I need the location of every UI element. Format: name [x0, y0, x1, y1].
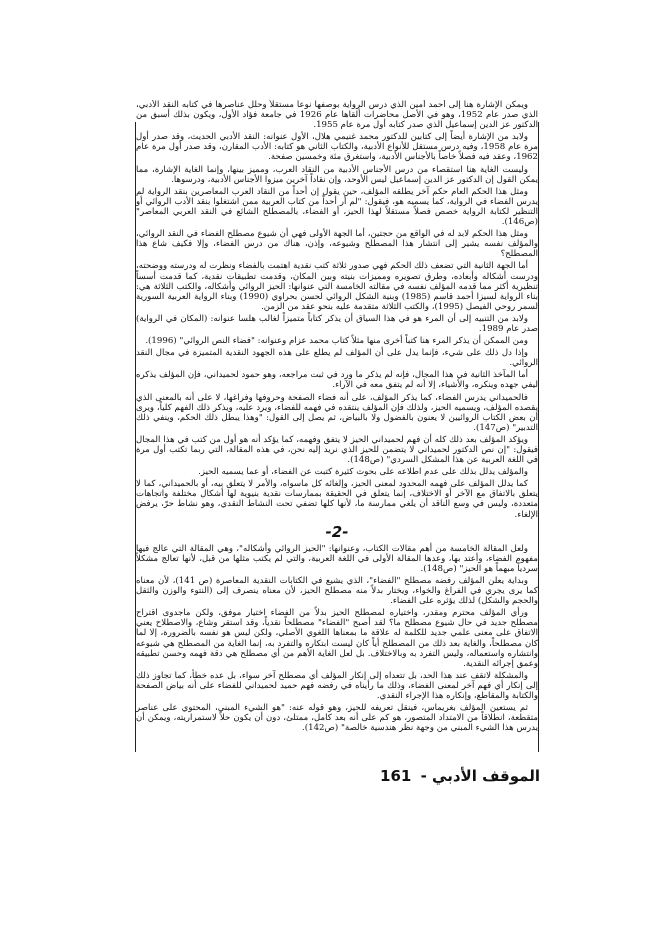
footer-separator: - [420, 767, 427, 785]
paragraph: وليست الغاية هنا استقصاء من درس الأجناس الأدبية من النقاد العرب، ومميز بينها، وإنما الغاية الإشارة، مما يمكن القول إن الدكتور عز الدين إسماعيل ليس الأوحد، وإن نقاداً آخرين ميزوا الأجناس الأدبية، ودرسوها. [136, 164, 538, 185]
paragraph: ومن الممكن أن يذكر المرء هنا كتباً أخرى منها مثلاً كتاب محمد عزام وعنوانه: "فضاء النص الروائي" (1996). [145, 336, 528, 347]
paragraph: ورأي المؤلف محترم ومقدر، واختياره لمصطلح الحيز بدلاً من الفضاء اختيار موفق، ولكن ماجدوى اقتراح مصطلح جديد في حال شيوع مصطلح ما؟ لقد أصبح "الفضاء" مصطلحاً نقدياً، وقد استقر وشاع، والاصطلاح يعني الاتفاق على معنى علمي جديد للكلمة له علاقة ما بمعناها اللغوي الأصلي، ولكن ليس هو نفسه بالضرورة، إلا لما كان مصطلحاً، والغاية بعد ذلك من المصطلح أياً كان ليست ابتكاره والتفرد به، إنما الغاية من المصطلح هي شيوعه وانتشاره واستعماله، وليس التفرد به وبالاختلاف. بل لعل الغاية الأهم من أي مصطلح هي دقة فهمه وحسن تطبيقه وعمق إجرائه النقدية. [136, 608, 538, 669]
article-body [136, 100, 538, 750]
paragraph: ويمكن الإشارة هنا إلى أحمد أمين الذي درس الرواية بوصفها نوعاً مستقلاً وحلل عناصرها في كتابه النقد الأدبي، الذي صدر عام 1952، وهو في الأصل محاضرات ألقاها عام 1926 في جامعة فؤاد الأول، ويكون بذلك أسبق من الدكتور عز الدين إسماعيل الذي صدر كتابه أول مرة عام 1955. [136, 100, 538, 131]
right-margin-rule [538, 122, 539, 752]
paragraph: ومثل هذا الحكم العام حكم آخر يطلقه المؤلف، حين يقول إن أحداً من النقاد العرب المعاصرين بنقد الرواية لم يدرس الفضاء في الرواية، كما يسميه هو، فيقول: "لم أر أحداً من كتاب العربية ممن اشتغلوا بنقد الأدب الروائي أو التنظير لكتابة الرواية خصص فصلاً مستقلاً لهذا الحيز، أو الفضاء، بالمصطلح الشائع في النقد العربي المعاصر" (ص146). [136, 186, 538, 228]
paragraph: ثم يستعين المؤلف بغريماس، فينقل تعريفه للحيز، وهو قوله عنه: "هو الشيء المبني، المحتوي على عناصر متقطعة، انطلاقاً من الامتداد المتصور، هو كم على أنه بعد كامل، ممتلئ، دون أن يكون حلاً لاستمراريته، ويمكن أن يدرس هذا الشيء المبني من وجهة نظر هندسية خالصة" (ص142). [136, 703, 538, 734]
article-section-2 [136, 544, 538, 734]
page-number: 161 [380, 767, 412, 785]
journal-title: الموقف الأدبي [432, 767, 540, 785]
paragraph: وإذا دل ذلك على شيء، فإنما يدل على أن المؤلف لم يطلع على هذه الجهود النقدية المتميزة في مجال النقد الروائي. [136, 348, 538, 369]
paragraph: ويؤكد المؤلف بعد ذلك كله أن فهم لحميداني الحيز لا يتفق وفهمه، كما يؤكد أنه هو أول من كتب في هذا المجال فيقول: "إن نص الدكتور لحميداني لا يتضمن للحيز الذي نريد إليه نحن، في هذه المقالة، التي ربما تكتب أول مرة في اللغة العربية عن هذا المشكل السردي" (ص148). [136, 434, 538, 466]
paragraph: كما يدلل المؤلف على فهمه المحدود لمعنى الحيز، وإلغائه كل ماسواه، والأمر لا يتعلق بيه، أو بالحميداني، كما لا يتعلق بالاتفاق مع الآخر أو الاختلاف، إنما يتعلق في الحقيقة بممارسات نقدية بنيوية لها أشكال مختلفة واتجاهات متعددة، وليس في وسع الناقد أن يلغي ممارسة ما، لأنها كلها تضفي تحت النشاط النقدي، وهو نشاط حرّ، يرفض الإلغاء. [136, 479, 538, 520]
paragraph: فالحميداني يدرس الفضاء، كما يذكر المؤلف، على أنه فضاء الصفحة وحروفها وفراغها، لا على أنه بالمعنى الذي يقصده المؤلف، ويسميه الحيز، ولذلك فإن المؤلف ينتقده في فهمه للفضاء، ويرد عليه، ويذكر ذلك الفهم كلياً، ويرى أن بعض الكتاب الروائيين لا يعنون بالفضول ولا بالبياض، ثم يصل إلى القول: "وهذا يبطل ذلك الحكم، وينفي ذلك التدبير" (ص147). [136, 392, 538, 433]
page-footer [300, 767, 540, 785]
paragraph: ومثل هذا الحكم لابد له في الواقع من حجتين، أما الجهة الأولى فهي أن شيوع مصطلح الفضاء في النقد الروائي، والمؤلف نفسه يشير إلى انتشار هذا المصطلح وشيوعه، وإذن، هناك من درس الفضاء، وإلا فكيف شاع هذا المصطلح؟ [136, 229, 538, 260]
paragraph: ولعل المقالة الخامسة من أهم مقالات الكتاب، وعنوانها: "الحيز الروائي وأشكاله"، وهي المقالة التي عالج فيها مفهوم الفضاء، وأعتد بها، وعدها المقالة الأولى في اللغة العربية، والتي لم يكتب مثلها من قبل، لأنها تعالج مشكلاً سردياً مبهماً هو الحيز" (ص148). [136, 543, 538, 574]
section-number: -2- [325, 522, 349, 541]
paragraph: وبداية يعلن المؤلف رفضه مصطلح "الفضاء"، الذي يشيع في الكتابات النقدية المعاصرة (ص 141)، لأن معناه كما يرى يجري في الفراغ والخواء، ويختار بدلاً منه مصطلح الحيز، لأن معناه ينصرف إلى (النتوء والوزن والثقل والحجم والشكل) لذلك يؤثره على الفضاء. [136, 575, 538, 607]
paragraph: أما المآخذ الثانية في هذا المجال، فإنه لم يذكر ما ورد في ثبت مراجعه، وهو حمود لحميداني، فإن المؤلف يذكره ليفي جهده وينكره، والأشياء، إلا أنه لم يتفق معه في الآراء. [136, 370, 538, 391]
paragraph: أما الجهة الثانية التي تضعف ذلك الحكم فهي صدور ثلاثة كتب نقدية اهتمت بالفضاء ونظرت له ودرسته ووضحته، ودرست أشكاله وأبعاده، وطرق تصويره ومميزات بنيته وبين المكان، وقدمت تطبيقات نقدية، كما قدمت أسساً تنظيرية أكثر مما قدمه المؤلف نفسه في مقالته الخامسة التي عنوانها: الحيز الروائي وأشكاله، والكتب الثلاثة هي: بناء الرواية لسيزا أحمد قاسم (1985) وبنية الشكل الروائي لحسن بحراوي (1990) وبناء الرواية العربية السورية لسمر روحي الفيصل (1995)، والكتب الثلاثة متقدمة عليه بنحو عقد من الزمن. [136, 261, 538, 312]
paragraph: والمؤلف يدلل بذلك على عدم اطلاعه على بحوث كثيرة كتبت عن الفضاء، أو عما يسميه الحيز. [198, 467, 528, 478]
article-section-1 [136, 100, 538, 520]
paragraph: والمشكلة لاتقف عند هذا الحد، بل تتعداه إلى إنكار المؤلف أي مصطلح آخر سواء، بل عده خطأ، كما تجاوز ذلك إلى إنكار أي فهم آخر لمعنى الفضاء، وذلك ما رأيناه في رفضه فهم حميد لحميداني للفضاء على أنه بياض الصفحة والكتابة والمقاطع، وإنكاره هذا الإجراء النقدي. [136, 670, 538, 701]
paragraph: ولابد من الإشارة أيضاً إلى كتابين للدكتور محمد غنيمي هلال، الأول عنوانه: النقد الأدبي الحديث، وقد صدر أول مرة عام 1958، وفيه درس مستقل للأنواع الأدبية، والكتاب الثاني هو كتابه: الأدب المقارن، وقد صدر أول مرة عام 1962، وعقد فيه فصلاً خاصاً بالأجناس الأدبية، واستغرق مئة وخمسين صفحة. [136, 132, 538, 163]
paragraph: ولابد من التنبيه إلى أن المرء هو في هذا السياق أن يذكر كتاباً متميزاً لغالب هلسا عنوانه: (المكان في الرواية) صدر عام 1989. [136, 313, 538, 334]
